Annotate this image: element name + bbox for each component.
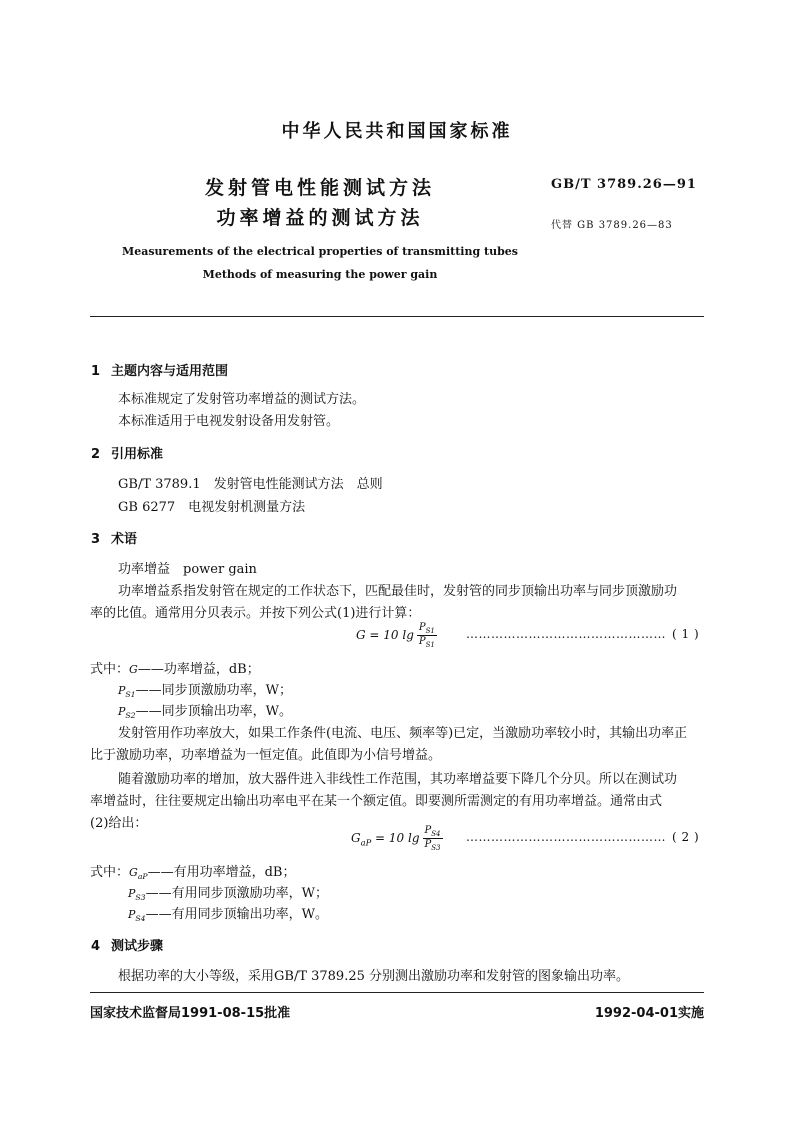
fraction-numerator: $P_{S4}$ xyxy=(424,825,441,838)
header-divider xyxy=(90,316,704,317)
formula-number: ( 2 ) xyxy=(672,830,700,844)
where-intro: 式中： xyxy=(90,865,130,880)
term-entry: 功率增益 power gain xyxy=(118,562,257,577)
approval-date: 国家技术监督局1991-08-15批准 xyxy=(90,1006,291,1021)
variable-description: ——功率增益，dB； xyxy=(137,662,260,677)
section-title: 引用标准 xyxy=(111,447,164,462)
fraction-denominator: $P_{S1}$ xyxy=(418,636,435,649)
formula-leader-dots: ………………………………………… xyxy=(466,627,666,641)
formula-number: ( 1 ) xyxy=(672,627,700,641)
variable-definition xyxy=(128,882,328,902)
reference-item: GB/T 3789.1 发射管电性能测试方法 总则 xyxy=(118,477,383,492)
section-number: 4 xyxy=(91,939,101,954)
variable-symbol: $G_{aP}$ xyxy=(129,866,148,882)
paragraph: 率增益时，往往要规定出输出功率电平在某一个额定值。即要测所需测定的有用功率增益。通常由式 xyxy=(90,794,663,809)
section-number: 3 xyxy=(91,532,101,547)
variable-symbol: $P_{S1}$ xyxy=(118,684,136,700)
paragraph: 本标准规定了发射管功率增益的测试方法。 xyxy=(118,392,366,407)
formula-2 xyxy=(351,825,443,852)
section-3-heading xyxy=(91,528,137,547)
section-title: 主题内容与适用范围 xyxy=(111,364,229,379)
variable-description: ——同步顶激励功率，W； xyxy=(135,683,292,698)
paragraph: (2)给出： xyxy=(90,816,148,831)
english-title-line-1: Measurements of the electrical properties of transmitting tubes xyxy=(122,245,518,258)
paragraph: 随着激励功率的增加，放大器件进入非线性工作范围，其功率增益要下降几个分贝。所以在测试功 xyxy=(118,772,678,787)
variable-definition xyxy=(118,679,292,699)
footer-divider xyxy=(90,992,704,993)
formula-leader-dots: ………………………………………… xyxy=(466,830,666,844)
section-2-heading xyxy=(91,443,163,462)
effective-date: 1992-04-01实施 xyxy=(594,1006,704,1021)
fraction-denominator: $P_{S3}$ xyxy=(424,839,441,852)
variable-symbol: $P_{S4}$ xyxy=(128,908,146,924)
paragraph: 发射管用作功率放大，如果工作条件(电流、电压、频率等)已定，当激励功率较小时，其输出功率正 xyxy=(118,726,688,741)
variable-definitions-1 xyxy=(90,658,260,677)
formula-fraction xyxy=(423,825,443,852)
section-title: 术语 xyxy=(111,532,138,547)
reference-item: GB 6277 电视发射机测量方法 xyxy=(118,500,306,515)
formula-fraction xyxy=(417,622,437,649)
where-intro: 式中： xyxy=(90,662,130,677)
variable-definitions-2 xyxy=(90,861,295,881)
paragraph: 本标准适用于电视发射设备用发射管。 xyxy=(118,414,340,429)
section-number: 1 xyxy=(91,364,101,379)
variable-definition xyxy=(128,903,328,923)
title-line-1: 发射管电性能测试方法 xyxy=(204,177,435,199)
formula-lhs: G = 10 lg xyxy=(356,628,414,642)
paragraph: 根据功率的大小等级，采用GB/T 3789.25 分别测出激励功率和发射管的图象输出功率。 xyxy=(118,969,630,984)
section-title: 测试步骤 xyxy=(111,939,164,954)
variable-symbol: G xyxy=(129,663,138,676)
english-title-line-2: Methods of measuring the power gain xyxy=(202,268,438,281)
paragraph: 功率增益系指发射管在规定的工作状态下，匹配最佳时，发射管的同步顶输出功率与同步顶激励功 xyxy=(118,584,678,599)
variable-definition xyxy=(118,700,292,720)
formula-lhs: $G_{aP} = 10$ lg xyxy=(351,831,420,848)
section-4-heading xyxy=(91,935,163,954)
paragraph: 比于激励功率，功率增益为一恒定值。此值即为小信号增益。 xyxy=(90,748,442,763)
replaces-standard: 代替 GB 3789.26—83 xyxy=(551,220,673,231)
variable-description: ——有用同步顶激励功率，W； xyxy=(145,886,328,901)
variable-description: ——有用功率增益，dB； xyxy=(147,865,296,880)
section-1-heading xyxy=(91,360,228,379)
variable-description: ——有用同步顶输出功率，W。 xyxy=(145,907,328,922)
standard-number: GB/T 3789.26—91 xyxy=(551,177,697,192)
paragraph: 率的比值。通常用分贝表示。并按下列公式(1)进行计算： xyxy=(90,606,421,621)
title-line-2: 功率增益的测试方法 xyxy=(216,207,424,229)
variable-description: ——同步顶输出功率，W。 xyxy=(135,704,292,719)
section-number: 2 xyxy=(91,447,101,462)
national-standard-heading: 中华人民共和国国家标准 xyxy=(281,121,513,142)
variable-symbol: $P_{S3}$ xyxy=(128,887,146,903)
variable-symbol: $P_{S2}$ xyxy=(118,705,136,721)
fraction-numerator: $P_{S1}$ xyxy=(418,622,435,635)
formula-1 xyxy=(356,622,437,649)
